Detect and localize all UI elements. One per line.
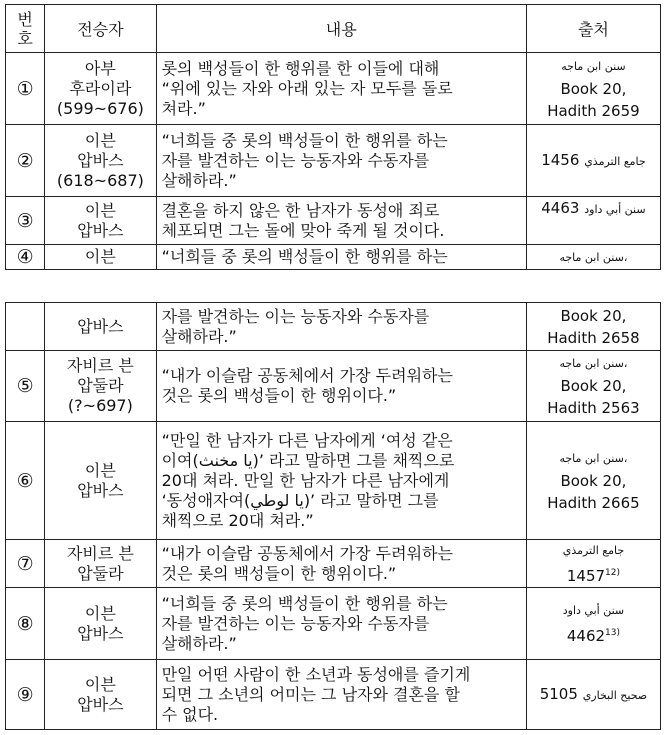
row-number: ⑤ [6, 351, 45, 422]
table-row [6, 53, 661, 125]
source-ref: 4462 [566, 627, 606, 645]
footnote-ref: 13) [605, 628, 621, 638]
header-content: 내용 [156, 5, 526, 53]
table-row [6, 245, 661, 270]
table-row [6, 422, 661, 540]
source-arabic: جامع الترمذي [584, 154, 646, 168]
source-ref: 5105 [539, 684, 578, 703]
narrator-cell: 아부 후라이라 (599~676) [45, 53, 156, 125]
source-cell [526, 540, 660, 588]
footnote-ref: 12) [605, 568, 621, 578]
source-arabic: سنن ابن ماجه [561, 59, 626, 73]
source-ref: Book 20, Hadith 2563 [547, 377, 640, 417]
source-arabic: صحيح البخاري [582, 688, 648, 702]
narrator-cell: 자비르 븐 압둘라 (?~697) [45, 351, 156, 422]
content-cell: “너희들 중 롯의 백성들이 한 행위를 하는 자를 발견하는 이는 능동자와 수동자를 살해하라.” [156, 588, 526, 660]
source-arabic: جامع الترمذي [562, 544, 625, 557]
source-ref: 1457 [566, 567, 606, 585]
source-cell [526, 422, 660, 540]
header-no: 번 호 [6, 5, 45, 53]
content-cell: 결혼을 하지 않은 한 남자가 동성애 죄로 체포되면 그는 돌에 맞아 죽게 될 것이다. [156, 197, 526, 245]
row-number: ① [6, 53, 45, 125]
content-cell: “너희들 중 롯의 백성들이 한 행위를 하는 자를 발견하는 이는 능동자와 수동자를 살해하라.” [156, 125, 526, 197]
narrator-cell: 이븐 압바스 (618~687) [45, 125, 156, 197]
row-number [6, 303, 45, 351]
source-cell [526, 588, 660, 660]
header-narrator: 전승자 [45, 5, 156, 53]
row-number: ⑨ [6, 660, 45, 730]
content-cell: “내가 이슬람 공동체에서 가장 두려워하는 것은 롯의 백성들이 한 행위이다.” [156, 540, 526, 588]
header-row [6, 5, 661, 53]
narrator-cell: 이븐 압바스 [45, 588, 156, 660]
source-cell [526, 125, 660, 197]
source-cell [526, 660, 660, 730]
content-cell: 만일 어떤 사람이 한 소년과 동성애를 즐기게 되면 그 소년의 어미는 그 남자와 결혼을 할 수 없다. [156, 660, 526, 730]
source-arabic: ،سنن ابن ماجه [559, 357, 628, 370]
hadith-table-top [5, 4, 661, 270]
narrator-cell: 이븐 압바스 [45, 197, 156, 245]
hadith-table-bottom [5, 302, 661, 730]
content-cell: “너희들 중 롯의 백성들이 한 행위를 하는 [156, 245, 526, 270]
table-row [6, 540, 661, 588]
source-arabic: ،سنن ابن ماجه [559, 451, 628, 465]
content-cell: “만일 한 남자가 다른 남자에게 ‘여성 같은 이여(يا مخنث)’ 라고 말하면 그를 채찍으로 20대 쳐라. 만일 한 남자가 다른 남자에게 ‘동성애자여(يا لوطي)’ 라고 말하면 그를 채찍으로 20대 쳐라.” [156, 422, 526, 540]
source-cell [526, 351, 660, 422]
table-row [6, 125, 661, 197]
row-number: ⑥ [6, 422, 45, 540]
source-ref: Book 20, Hadith 2658 [526, 303, 660, 351]
row-number: ⑧ [6, 588, 45, 660]
source-ref: Book 20, Hadith 2659 [547, 79, 640, 120]
content-cell: “내가 이슬람 공동체에서 가장 두려워하는 것은 롯의 백성들이 한 행위이다.” [156, 351, 526, 422]
content-cell: 자를 발견하는 이는 능동자와 수동자를 살해하라.” [156, 303, 526, 351]
source-arabic: سنن أبي داود [584, 203, 646, 216]
row-number: ⑦ [6, 540, 45, 588]
source-cell [526, 53, 660, 125]
source-ref: 4463 [541, 199, 580, 217]
row-number: ② [6, 125, 45, 197]
narrator-cell: 이븐 압바스 [45, 422, 156, 540]
row-number: ③ [6, 197, 45, 245]
source-cell [526, 197, 660, 245]
narrator-cell: 이븐 압바스 [45, 660, 156, 730]
table-row [6, 351, 661, 422]
source-arabic: سنن أبي داود [562, 604, 625, 617]
source-cell [526, 245, 660, 270]
source-arabic: ،سنن ابن ماجه [559, 251, 628, 264]
header-source: 출처 [526, 5, 660, 53]
narrator-cell: 압바스 [45, 303, 156, 351]
table-row [6, 303, 661, 351]
source-ref: Book 20, Hadith 2665 [547, 471, 640, 512]
content-cell: 롯의 백성들이 한 행위를 한 이들에 대해 “위에 있는 자와 아래 있는 자 모두를 돌로 쳐라.” [156, 53, 526, 125]
narrator-cell: 자비르 븐 압둘라 [45, 540, 156, 588]
table-row [6, 660, 661, 730]
table-row [6, 588, 661, 660]
table-row [6, 197, 661, 245]
row-number: ④ [6, 245, 45, 270]
narrator-cell: 이븐 [45, 245, 156, 270]
source-ref: 1456 [541, 150, 580, 169]
